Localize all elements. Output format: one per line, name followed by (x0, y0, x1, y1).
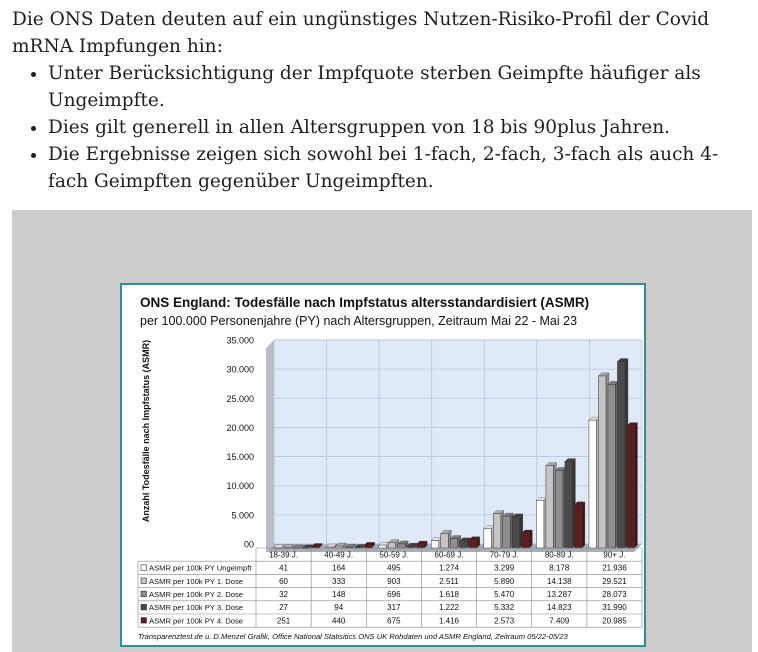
bar (450, 536, 461, 548)
data-label: 1.222 (438, 603, 460, 613)
data-label: 32 (279, 590, 289, 599)
data-label: 5.890 (494, 576, 515, 586)
data-label: 1.416 (438, 616, 460, 626)
data-label: 2.573 (494, 616, 515, 626)
bar (469, 537, 480, 548)
data-label: 317 (387, 603, 401, 613)
bar-front (379, 545, 387, 548)
bar-front (627, 426, 635, 548)
bar (503, 513, 513, 548)
bar-front (503, 516, 511, 548)
bullet-item: • Dies gilt generell in allen Altersgruppen von 18 bis 90plus Jahren. (48, 114, 752, 141)
bar (512, 514, 523, 548)
data-label: 14.138 (547, 576, 572, 586)
data-label: 903 (387, 576, 401, 586)
x-category-label: 90+ J. (603, 550, 626, 560)
x-category-label: 70-79 J. (489, 550, 519, 560)
data-label: 440 (332, 616, 346, 626)
bar-front (441, 533, 449, 548)
legend-swatch (141, 618, 147, 624)
y-tick-label: 10.000 (226, 481, 254, 492)
data-label: 8.178 (549, 563, 570, 573)
data-label: 94 (334, 603, 344, 613)
chart-image-panel (12, 210, 752, 652)
bar (493, 511, 504, 548)
data-label: 1.274 (438, 563, 460, 573)
bar (574, 502, 585, 548)
data-label: 20.985 (602, 616, 627, 626)
data-label: 5.332 (494, 603, 515, 613)
data-label: 13.287 (547, 590, 572, 599)
bar-front (431, 541, 439, 548)
bar-front (574, 505, 582, 548)
data-label: 41 (279, 563, 289, 573)
x-category-label: 50-59 J. (379, 550, 409, 560)
legend-swatch (141, 604, 147, 610)
bar-front (617, 362, 625, 548)
bar (460, 538, 471, 548)
chart-frame (120, 283, 646, 647)
intro-paragraph: Die ONS Daten deuten auf ein ungünstiges Nutzen-Risiko-Profil der Covid mRNA Impfungen hin: (12, 9, 710, 57)
data-label: 1.618 (438, 590, 460, 599)
data-label: 3.299 (494, 563, 515, 573)
bar (546, 463, 557, 548)
data-label: 164 (332, 563, 346, 573)
legend-swatch (141, 578, 147, 584)
bar (598, 373, 609, 548)
bullet-item: • Unter Berücksichtigung der Impfquote sterben Geimpfte häufiger als Ungeimpfte. (48, 60, 752, 114)
bar-front (460, 541, 468, 548)
y-tick-label: 15.000 (226, 452, 254, 463)
bar-front (598, 376, 606, 548)
data-label: 696 (387, 590, 401, 599)
bar (555, 468, 566, 548)
bar (388, 540, 399, 548)
bar (441, 530, 452, 548)
bar-front (469, 540, 477, 548)
legend-swatch (141, 591, 147, 597)
data-label: 5.470 (494, 590, 515, 599)
chart-title: ONS England: Todesfälle nach Impfstatus altersstandardisiert (ASMR) (140, 295, 590, 310)
bar-front (512, 517, 520, 548)
bar-front (608, 384, 616, 548)
y-tick-label: 5.000 (231, 510, 254, 521)
data-label: 675 (387, 616, 401, 626)
bar-front (536, 500, 544, 548)
bar (484, 526, 495, 548)
x-category-label: 60-69 J. (434, 550, 464, 560)
bar-front (589, 420, 597, 548)
text-block (12, 6, 752, 195)
bar-front (565, 462, 573, 548)
legend-label: ASMR per 100k PY 1. Dose (149, 576, 243, 586)
bar-front (546, 466, 554, 548)
data-label: 7.409 (549, 616, 570, 626)
y-tick-label: 25.000 (226, 393, 254, 404)
data-label: 148 (332, 590, 346, 599)
y-axis-label: Anzahl Todesfälle nach Impfstatus (ASMR) (141, 339, 151, 523)
data-label: 2.511 (439, 576, 459, 586)
chart-source-note: Transparenztest.de u. D.Menzel Grafik, Office National Statisitics ONS UK Rohdaten und ASMR England, Zeitraum 05/22-05/23 (138, 632, 568, 641)
legend-label: ASMR per 100k PY 2. Dose (149, 590, 243, 599)
bar (522, 530, 533, 548)
data-label: 31.990 (602, 603, 627, 613)
asmr-chart (122, 285, 644, 645)
data-label: 21.936 (602, 563, 627, 573)
data-label: 28.073 (602, 590, 627, 599)
bar-front (522, 533, 530, 548)
x-category-label: 18-39 J. (269, 550, 299, 560)
data-label: 60 (279, 576, 289, 586)
y-tick-label: 35.000 (226, 335, 254, 346)
x-category-label: 40-49 J. (324, 550, 354, 560)
bar-front (398, 544, 406, 548)
data-label: 29.521 (602, 576, 627, 586)
legend-swatch (141, 565, 147, 571)
legend-label: ASMR per 100k PY 3. Dose (149, 603, 243, 613)
bar-side (634, 423, 637, 548)
bar (536, 497, 547, 548)
bar-front (484, 529, 492, 548)
chart-subtitle: per 100.000 Personenjahre (PY) nach Altersgruppen, Zeitraum Mai 22 - Mai 23 (140, 314, 578, 328)
plot-side-wall (266, 340, 274, 552)
plot-back-wall (274, 340, 642, 544)
bar (565, 459, 576, 548)
x-category-label: 80-89 J. (544, 550, 574, 560)
bar-front (388, 543, 396, 548)
data-label: 333 (332, 576, 346, 586)
bar-front (450, 539, 458, 548)
data-label: 251 (276, 616, 291, 626)
bar-side (582, 502, 585, 548)
y-tick-label: 00 (243, 539, 254, 550)
bar (431, 538, 442, 548)
bar-front (493, 514, 501, 548)
bar-front (417, 544, 425, 548)
bar (617, 359, 628, 548)
bar-front (555, 471, 563, 548)
legend-label: ASMR per 100k PY Ungeimpft (149, 563, 252, 573)
bar (608, 381, 619, 548)
bullet-list (12, 60, 752, 195)
bar (627, 423, 638, 548)
bar (589, 417, 600, 548)
y-tick-label: 30.000 (226, 364, 254, 375)
legend-label: ASMR per 100k PY 4. Dose (149, 616, 243, 626)
bar-front (364, 545, 372, 548)
data-label: 27 (279, 603, 289, 613)
y-tick-label: 20.000 (226, 422, 254, 433)
data-label: 14.823 (547, 603, 572, 613)
data-label: 495 (387, 563, 401, 573)
bullet-item: • Die Ergebnisse zeigen sich sowohl bei 1-fach, 2-fach, 3-fach als auch 4-fach Geimpften gegenüber Ungeimpften. (48, 141, 752, 195)
